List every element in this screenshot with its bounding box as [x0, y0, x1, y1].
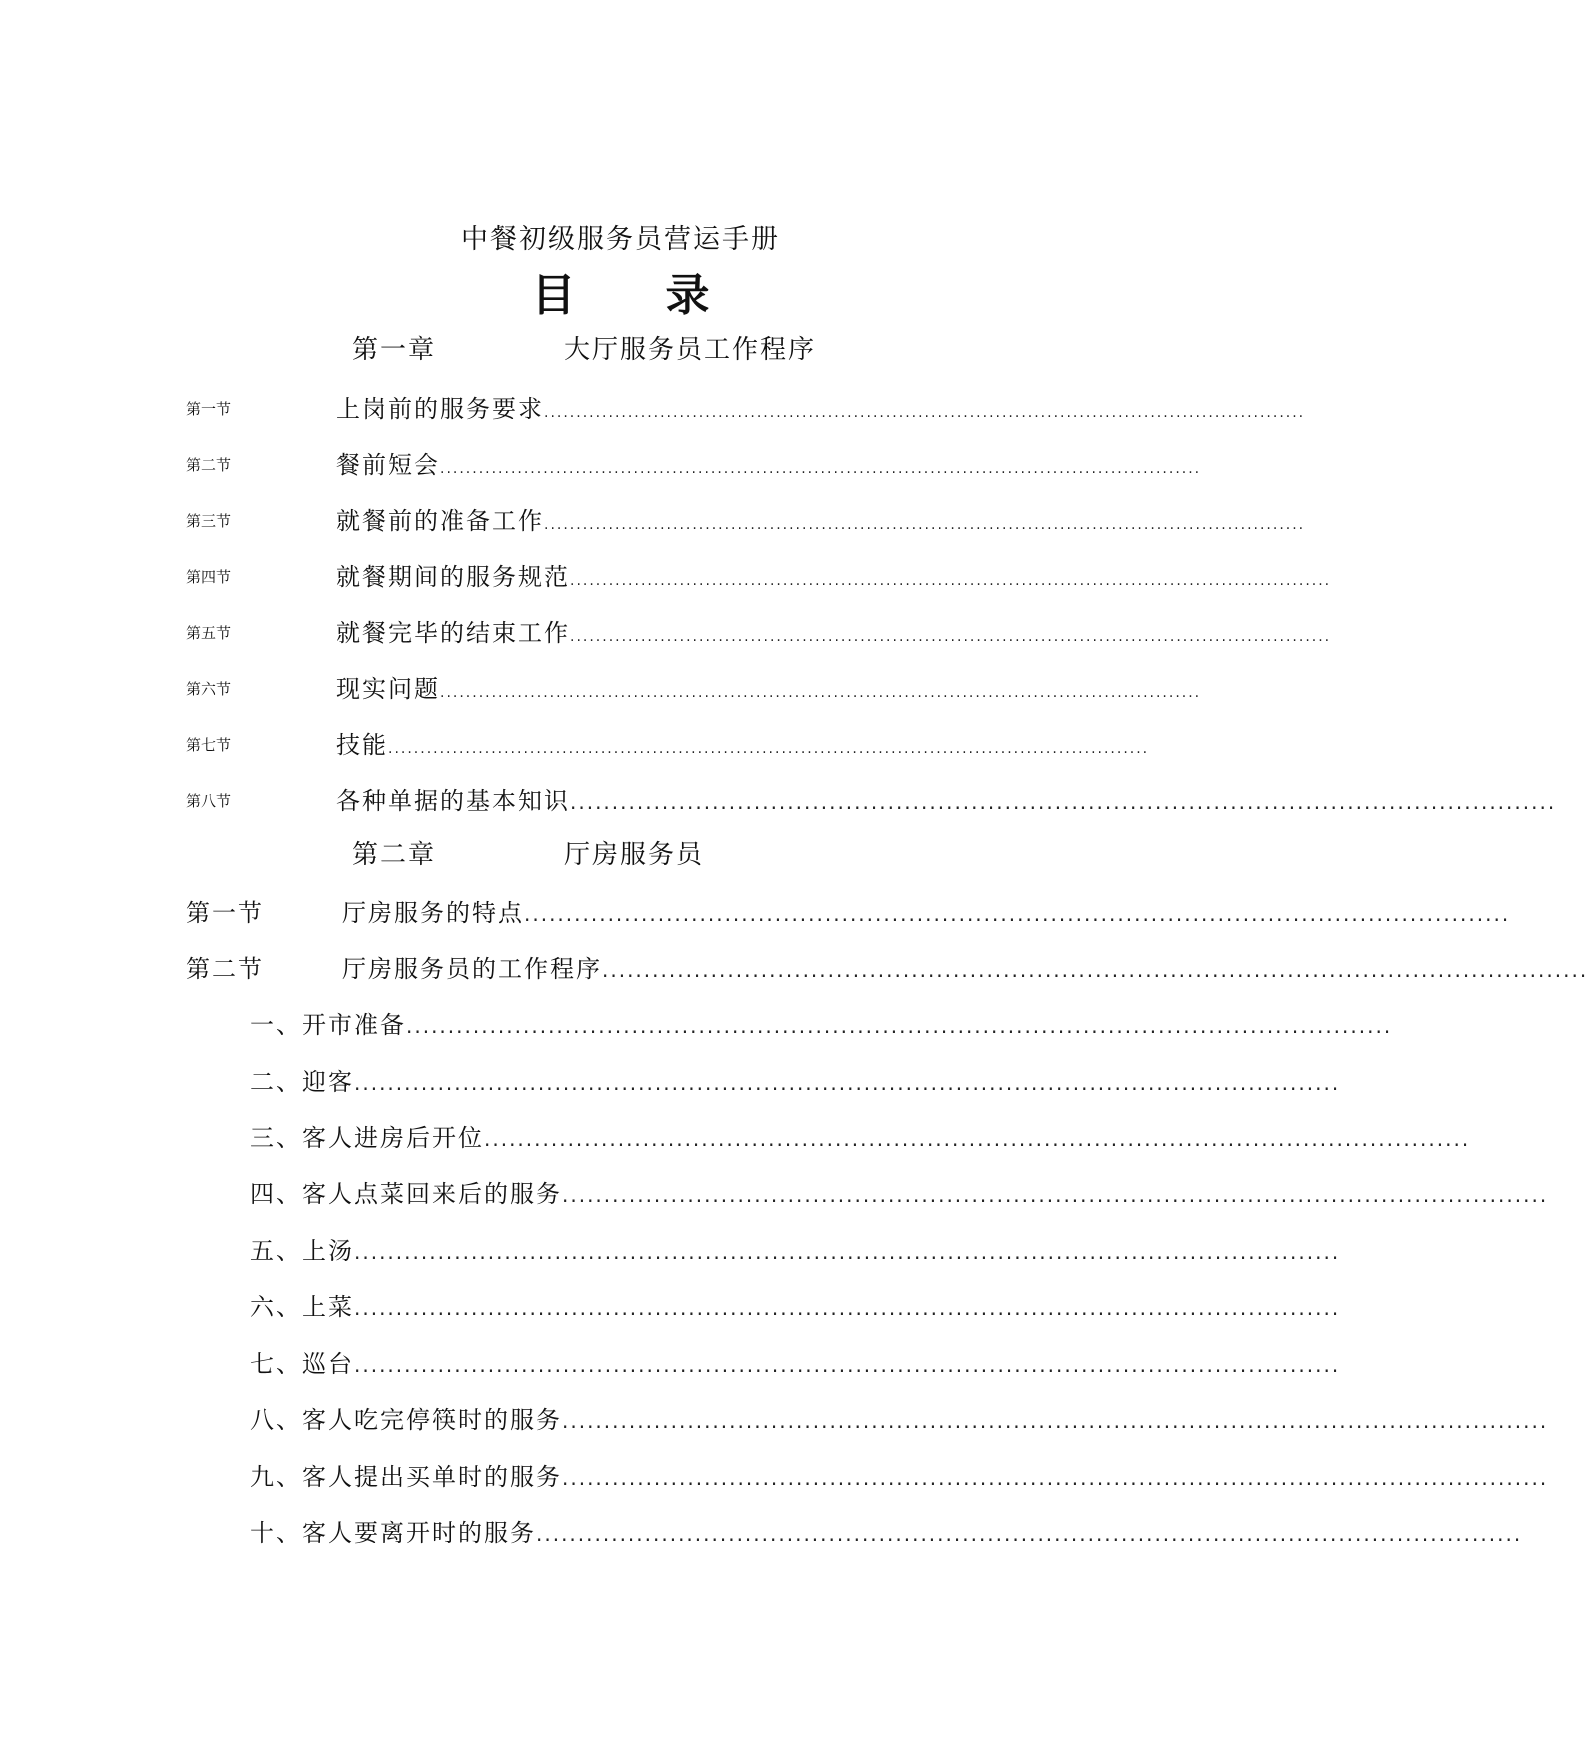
leader-dots: ......................................................................................................................: [388, 741, 1150, 757]
section-title: 现实问题: [336, 675, 440, 703]
toc-entry: [250, 1460, 1549, 1495]
leader-dots: ......................................................................................................................: [354, 1240, 1341, 1264]
toc-row[interactable]: [250, 1121, 1471, 1155]
toc-row[interactable]: [186, 504, 1306, 538]
leader-dots: ......................................................................................................................: [570, 790, 1557, 814]
toc-entry: [250, 1290, 1341, 1325]
section-label: 第八节: [186, 792, 232, 810]
toc-entry: [336, 504, 1306, 542]
leader-dots: ......................................................................................................................: [602, 958, 1588, 982]
leader-dots: ......................................................................................................................: [354, 1071, 1341, 1095]
toc-entry: [250, 1234, 1341, 1269]
toc-row[interactable]: [186, 392, 1306, 426]
toc-entry: [336, 672, 1202, 710]
toc-row[interactable]: [250, 1460, 1549, 1494]
item-title: 一、开市准备: [250, 1011, 406, 1039]
section-title: 就餐完毕的结束工作: [336, 619, 570, 647]
toc-heading-right: 录: [665, 270, 710, 321]
item-title: 十、客人要离开时的服务: [250, 1519, 536, 1547]
toc-row[interactable]: [186, 728, 1150, 762]
section-title: 厅房服务的特点: [342, 899, 524, 927]
toc-row[interactable]: [186, 896, 1511, 930]
toc-entry: [250, 1347, 1341, 1382]
toc-entry: [250, 1516, 1523, 1551]
item-title: 八、客人吃完停筷时的服务: [250, 1406, 562, 1434]
section-title: 各种单据的基本知识: [336, 787, 570, 815]
toc-entry: [336, 392, 1306, 430]
item-title: 五、上汤: [250, 1237, 354, 1265]
section-label: 第四节: [186, 568, 232, 586]
toc-row[interactable]: [250, 1290, 1341, 1324]
toc-entry: [336, 728, 1150, 766]
toc-entry: [336, 448, 1202, 486]
chapter-name: 厅房服务员: [564, 840, 705, 870]
toc-row[interactable]: [186, 560, 1332, 594]
leader-dots: ......................................................................................................................: [406, 1014, 1393, 1038]
toc-row[interactable]: [186, 952, 1588, 986]
section-label: 第三节: [186, 512, 232, 530]
leader-dots: ......................................................................................................................: [544, 517, 1306, 533]
item-title: 六、上菜: [250, 1293, 354, 1321]
toc-row[interactable]: [186, 784, 1557, 818]
leader-dots: ......................................................................................................................: [524, 902, 1511, 926]
toc-row[interactable]: [250, 1065, 1341, 1099]
leader-dots: ......................................................................................................................: [536, 1522, 1523, 1546]
toc-row[interactable]: [250, 1516, 1523, 1550]
item-title: 二、迎客: [250, 1068, 354, 1096]
toc-row[interactable]: [186, 448, 1202, 482]
document-title: 中餐初级服务员营运手册: [461, 224, 780, 255]
section-title: 就餐前的准备工作: [336, 507, 544, 535]
toc-entry: [342, 896, 1511, 931]
toc-entry: [342, 952, 1588, 987]
leader-dots: ......................................................................................................................: [570, 573, 1332, 589]
leader-dots: ......................................................................................................................: [354, 1353, 1341, 1377]
toc-row[interactable]: [186, 616, 1332, 650]
chapter-number: 第一章: [352, 335, 437, 365]
section-label: 第二节: [186, 456, 232, 474]
chapter-heading: [352, 838, 792, 872]
section-label: 第一节: [186, 400, 232, 418]
section-label: 第二节: [186, 955, 264, 983]
section-title: 厅房服务员的工作程序: [342, 955, 602, 983]
toc-entry: [336, 616, 1332, 654]
section-title: 技能: [336, 731, 388, 759]
leader-dots: ......................................................................................................................: [440, 685, 1202, 701]
toc-row[interactable]: [250, 1403, 1549, 1437]
toc-heading: [0, 268, 1241, 324]
chapter-number: 第二章: [352, 840, 437, 870]
toc-row[interactable]: [250, 1177, 1549, 1211]
leader-dots: ......................................................................................................................: [354, 1296, 1341, 1320]
toc-row[interactable]: [250, 1008, 1393, 1042]
section-label: 第七节: [186, 736, 232, 754]
leader-dots: ......................................................................................................................: [570, 629, 1332, 645]
toc-entry: [250, 1008, 1393, 1043]
item-title: 九、客人提出买单时的服务: [250, 1463, 562, 1491]
toc-entry: [336, 560, 1332, 598]
leader-dots: ......................................................................................................................: [440, 461, 1202, 477]
toc-entry: [336, 784, 1557, 819]
toc-entry: [250, 1177, 1549, 1212]
toc-heading-left: 目: [531, 270, 576, 321]
toc-entry: [250, 1403, 1549, 1438]
item-title: 七、巡台: [250, 1350, 354, 1378]
item-title: 四、客人点菜回来后的服务: [250, 1180, 562, 1208]
section-label: 第六节: [186, 680, 232, 698]
leader-dots: ......................................................................................................................: [484, 1127, 1471, 1151]
section-label: 第五节: [186, 624, 232, 642]
section-title: 上岗前的服务要求: [336, 395, 544, 423]
leader-dots: ......................................................................................................................: [562, 1183, 1549, 1207]
leader-dots: ......................................................................................................................: [562, 1409, 1549, 1433]
toc-row[interactable]: [250, 1234, 1341, 1268]
leader-dots: ......................................................................................................................: [544, 405, 1306, 421]
leader-dots: ......................................................................................................................: [562, 1466, 1549, 1490]
chapter-heading: [352, 333, 872, 367]
toc-row[interactable]: [186, 672, 1202, 706]
toc-entry: [250, 1121, 1471, 1156]
toc-entry: [250, 1065, 1341, 1100]
toc-row[interactable]: [250, 1347, 1341, 1381]
section-title: 餐前短会: [336, 451, 440, 479]
chapter-name: 大厅服务员工作程序: [564, 335, 817, 365]
section-label: 第一节: [186, 899, 264, 927]
section-title: 就餐期间的服务规范: [336, 563, 570, 591]
item-title: 三、客人进房后开位: [250, 1124, 484, 1152]
